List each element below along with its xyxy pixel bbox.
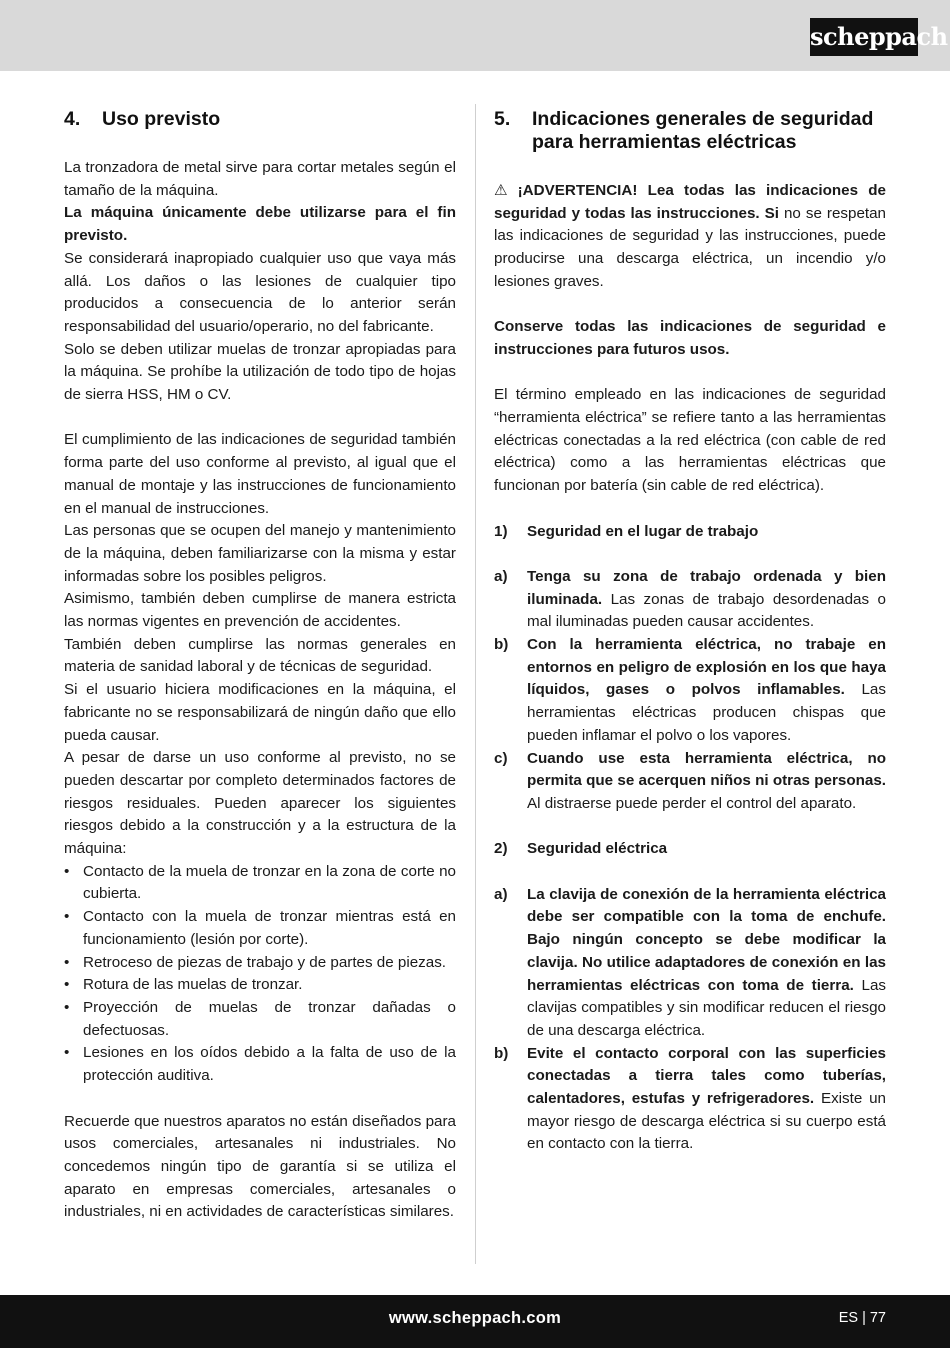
list-item: b) Con la herramienta eléctrica, no trabaje en entornos en peligro de explosión en los que haya líquidos, gases o polvos inflamables. Las herramientas eléctricas producen chispas que pueden inflamar el polvo o los vapores. (494, 634, 886, 748)
list-item: c) Cuando use esta herramienta eléctrica, no permita que se acerquen niños ni otras personas. Al distraerse puede perder el control del aparato. (494, 748, 886, 816)
footer-bar (0, 1295, 950, 1348)
bullet-icon: • (64, 953, 70, 971)
section-heading-safety (494, 108, 886, 154)
risk-list (64, 861, 456, 1088)
paragraph: A pesar de darse un uso conforme al previsto, no se pueden descartar por completo determinados factores de riesgos residuales. Pueden aparecer los siguientes riesgos debido a la construcción y a la estructura de la máquina: (64, 749, 456, 858)
item-label: a) (494, 567, 508, 585)
bullet-icon: • (64, 1044, 70, 1062)
list-item: • Contacto con la muela de tronzar mientras está en funcionamiento (lesión por corte). (64, 906, 456, 951)
paragraph: El término empleado en las indicaciones de seguridad “herramienta eléctrica” se refiere tanto a las herramientas eléctricas conectadas a la red eléctrica (con cable de red eléctrica) como a las herramientas eléctricas que funcionan por batería (sin cable de red eléctrica). (494, 386, 886, 495)
warning-paragraph: ⚠ ¡ADVERTENCIA! Lea todas las indicaciones de seguridad y todas las instrucciones. Si no se respetan las indicaciones de seguridad y las instrucciones, puede producirse una descarga eléctrica, un incendio y/o lesiones graves. (494, 182, 887, 290)
subsection-heading (494, 838, 886, 861)
list-item: • Proyección de muelas de tronzar dañadas o defectuosas. (64, 997, 456, 1042)
paragraph: Recuerde que nuestros aparatos no están diseñados para usos comerciales, artesanales ni industriales. No concedemos ningún tipo de garantía si se utiliza el aparato en empresas comerciales, artesanales o industriales, ni en actividades de características similares. (64, 1112, 456, 1221)
subsection-number: 1) (494, 522, 508, 540)
list-item: • Rotura de las muelas de tronzar. (64, 974, 456, 997)
header-bar (0, 0, 950, 71)
subsection-title: Seguridad en el lugar de trabajo (527, 522, 759, 540)
paragraph: El cumplimiento de las indicaciones de seguridad también forma parte del uso conforme al previsto, al igual que el manual de montaje y las instrucciones de funcionamiento en el manual de instrucciones. (64, 431, 456, 517)
paragraph: Solo se deben utilizar muelas de tronzar apropiadas para la máquina. Se prohíbe la utilización de todo tipo de hojas de sierra HSS, HM o CV. (64, 340, 456, 404)
left-column (64, 104, 456, 1224)
section-number: 5. (494, 108, 511, 130)
bullet-icon: • (64, 999, 70, 1016)
paragraph-bold: Conserve todas las indicaciones de seguridad e instrucciones para futuros usos. (494, 318, 886, 358)
subsection-number: 2) (494, 840, 508, 858)
paragraph: Si el usuario hiciera modificaciones en la máquina, el fabricante no se responsabilizará de ningún daño que ello pueda causar. (64, 681, 456, 744)
subsection-title: Seguridad eléctrica (527, 840, 668, 858)
paragraph-bold: La máquina únicamente debe utilizarse para el fin previsto. (64, 204, 456, 245)
warning-icon: ⚠ (494, 182, 514, 199)
list-item: • Retroceso de piezas de trabajo y de partes de piezas. (64, 952, 456, 975)
list-item: a) La clavija de conexión de la herramienta eléctrica debe ser compatible con la toma de enchufe. Bajo ningún concepto se debe modificar la clavija. No utilice adaptadores de conexión en las herramientas eléctricas con toma de tierra. Las clavijas compatibles y sin modificar reducen el riesgo de una descarga eléctrica. (494, 884, 886, 1043)
section-number: 4. (64, 108, 81, 130)
list-item: a) Tenga su zona de trabajo ordenada y bien iluminada. Las zonas de trabajo desordenadas o mal iluminadas pueden causar accidentes. (494, 566, 886, 634)
subsection-heading (494, 521, 886, 544)
bullet-icon: • (64, 976, 70, 994)
list-item: • Contacto de la muela de tronzar en la zona de corte no cubierta. (64, 861, 456, 906)
website-link[interactable]: www.scheppach.com (388, 1309, 562, 1327)
section-title: Uso previsto (102, 108, 221, 130)
right-column (494, 104, 886, 1156)
paragraph: Se considerará inapropiado cualquier uso que vaya más allá. Los daños o las lesiones de cualquier tipo producidos a consecuencia de lo anterior serán responsabilidad del usuario/operario, no del fabricante. (64, 249, 456, 335)
item-label: a) (494, 885, 508, 903)
paragraph: Asimismo, también deben cumplirse de manera estricta las normas vigentes en prevención de accidentes. (64, 590, 456, 631)
column-divider (475, 104, 476, 1264)
paragraph: La tronzadora de metal sirve para cortar metales según el tamaño de la máquina. (64, 159, 456, 199)
paragraph: Las personas que se ocupen del manejo y mantenimiento de la máquina, deben familiarizarse con la misma y estar informadas sobre los posibles peligros. (64, 522, 456, 585)
page-number: ES | 77 (838, 1310, 886, 1326)
list-item: • Lesiones en los oídos debido a la falta de uso de la protección auditiva. (64, 1042, 456, 1087)
item-label: b) (494, 636, 509, 653)
bullet-icon: • (64, 908, 70, 926)
section-heading-uso-previsto (64, 108, 456, 131)
item-label: b) (494, 1044, 509, 1062)
paragraph: También deben cumplirse las normas generales en materia de sanidad laboral y de técnicas de seguridad. (64, 635, 456, 676)
bullet-icon: • (64, 862, 70, 880)
scheppach-logo: scheppach (810, 18, 918, 56)
section-title: Indicaciones generales de seguridad para herramientas eléctricas (532, 108, 874, 153)
list-item: b) Evite el contacto corporal con las superficies conectadas a tierra tales como tuberías, calentadores, estufas y refrigeradores. Existe un mayor riesgo de descarga eléctrica si su cuerpo está en contacto con la tierra. (494, 1043, 886, 1157)
item-label: c) (494, 749, 508, 767)
